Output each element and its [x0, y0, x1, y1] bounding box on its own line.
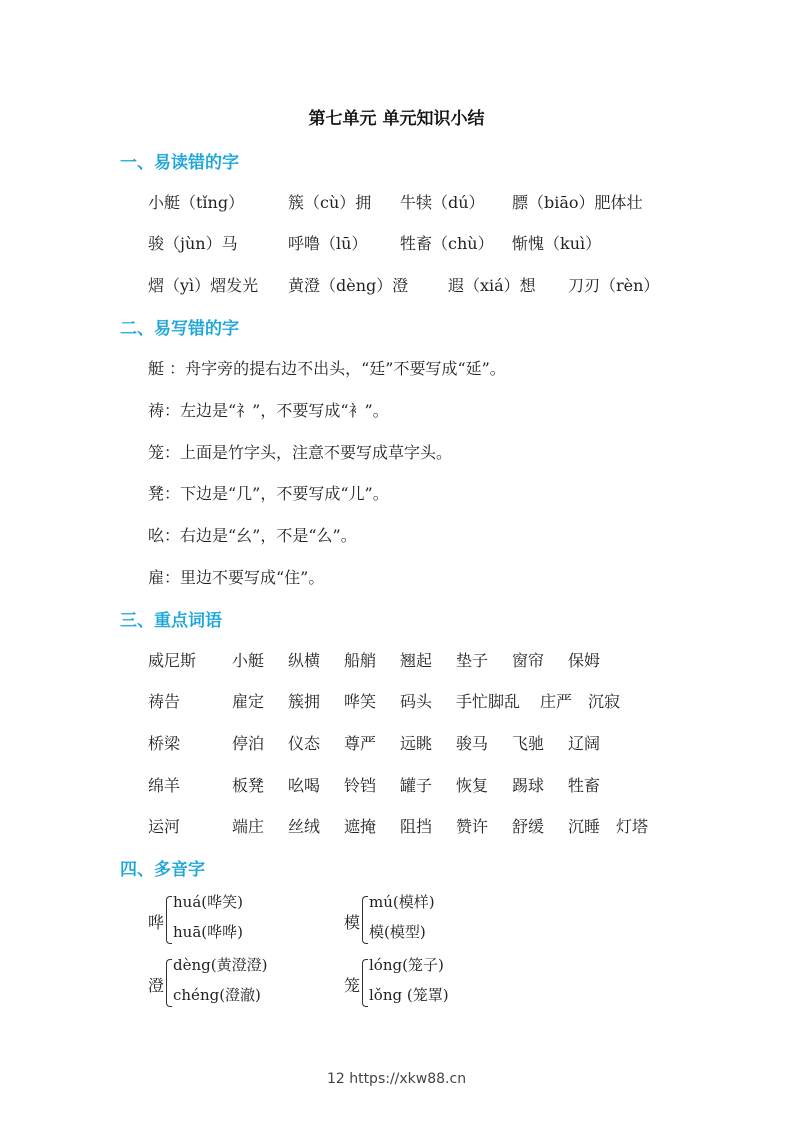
polyphone-char: 澄 — [148, 976, 165, 995]
reading: chéng(澄澈) — [173, 986, 261, 1004]
word-item: 簇（cù）拥 — [288, 193, 372, 212]
reading: dèng(黄澄澄) — [173, 956, 268, 974]
writing-note: 祷：左边是“礻”，不要写成“衤”。 — [148, 401, 389, 420]
vocab-word: 沉睡 — [568, 817, 601, 836]
vocab-word: 码头 — [400, 692, 433, 711]
writing-note: 凳：下边是“几”，不要写成“儿”。 — [148, 484, 389, 503]
reading: lǒng (笼罩) — [369, 986, 449, 1004]
vocab-word: 恢复 — [456, 776, 489, 795]
vocab-word: 骏马 — [456, 734, 489, 753]
vocab-word: 仪态 — [288, 734, 321, 753]
page-title: 第七单元 单元知识小结 — [308, 109, 485, 129]
vocab-word: 庄严 — [540, 692, 573, 711]
vocab-word: 远眺 — [400, 734, 433, 753]
vocab-word: 手忙脚乱 — [456, 692, 521, 711]
page-footer: 12 https://xkw88.cn — [326, 1071, 467, 1087]
polyphone-char: 模 — [344, 913, 361, 932]
vocab-word: 垫子 — [456, 651, 489, 670]
reading: huā(哗哗) — [173, 923, 243, 941]
word-item: 黄澄（dèng）澄 — [288, 276, 409, 295]
vocab-word: 丝绒 — [288, 817, 321, 836]
vocab-word: 铃铛 — [344, 776, 377, 795]
vocab-word: 板凳 — [232, 776, 265, 795]
vocab-word: 辽阔 — [568, 734, 601, 753]
vocab-word: 祷告 — [148, 692, 181, 711]
vocab-word: 船艄 — [344, 651, 377, 670]
reading: 模(模型) — [369, 923, 426, 941]
word-item: 骏（jùn）马 — [148, 234, 238, 253]
vocab-word: 纵横 — [288, 651, 321, 670]
vocab-word: 吆喝 — [288, 776, 321, 795]
vocab-word: 翘起 — [400, 651, 433, 670]
vocab-word: 尊严 — [344, 734, 377, 753]
vocab-word: 小艇 — [232, 651, 265, 670]
section-heading-3: 三、重点词语 — [120, 611, 222, 631]
word-item: 遐（xiá）想 — [448, 276, 536, 295]
vocab-word: 簇拥 — [288, 692, 321, 711]
brace-icon — [362, 959, 368, 1007]
vocab-word: 运河 — [148, 817, 181, 836]
writing-note: 雇：里边不要写成“住”。 — [148, 568, 325, 587]
writing-note: 笼：上面是竹字头，注意不要写成草字头。 — [148, 443, 453, 462]
word-item: 牲畜（chù） — [400, 234, 494, 253]
word-item: 惭愧（kuì） — [512, 234, 602, 253]
writing-note: 吆：右边是“幺”，不是“么”。 — [148, 526, 357, 545]
vocab-word: 遮掩 — [344, 817, 377, 836]
word-item: 熠（yì）熠发光 — [148, 276, 259, 295]
reading: mú(模样) — [369, 893, 435, 911]
vocab-word: 威尼斯 — [148, 651, 197, 670]
vocab-word: 飞驰 — [512, 734, 545, 753]
vocab-word: 停泊 — [232, 734, 265, 753]
vocab-word: 雇定 — [232, 692, 265, 711]
polyphone-char: 笼 — [344, 976, 361, 995]
section-heading-4: 四、多音字 — [120, 860, 205, 880]
brace-icon — [166, 959, 172, 1007]
vocab-word: 绵羊 — [148, 776, 181, 795]
brace-icon — [166, 896, 172, 944]
vocab-word: 窗帘 — [512, 651, 545, 670]
vocab-word: 阻挡 — [400, 817, 433, 836]
reading: huá(哗笑) — [173, 893, 243, 911]
vocab-word: 沉寂 — [588, 692, 621, 711]
vocab-word: 灯塔 — [616, 817, 649, 836]
word-item: 小艇（tǐng） — [148, 193, 245, 212]
section-heading-2: 二、易写错的字 — [120, 319, 239, 339]
word-item: 牛犊（dú） — [400, 193, 485, 212]
word-item: 刀刃（rèn） — [568, 276, 660, 295]
vocab-word: 赞许 — [456, 817, 489, 836]
vocab-word: 踢球 — [512, 776, 545, 795]
vocab-word: 罐子 — [400, 776, 433, 795]
word-item: 膘（biāo）肥体壮 — [512, 193, 643, 212]
writing-note: 艇 ：舟字旁的提右边不出头，“廷”不要写成“延”。 — [148, 359, 506, 378]
vocab-word: 舒缓 — [512, 817, 545, 836]
word-item: 呼噜（lū） — [288, 234, 368, 253]
vocab-word: 保姆 — [568, 651, 601, 670]
vocab-word: 哗笑 — [344, 692, 377, 711]
brace-icon — [362, 896, 368, 944]
vocab-word: 牲畜 — [568, 776, 601, 795]
vocab-word: 端庄 — [232, 817, 265, 836]
reading: lóng(笼子) — [369, 956, 444, 974]
polyphone-char: 哗 — [148, 913, 165, 932]
section-heading-1: 一、易读错的字 — [120, 153, 239, 173]
vocab-word: 桥梁 — [148, 734, 181, 753]
